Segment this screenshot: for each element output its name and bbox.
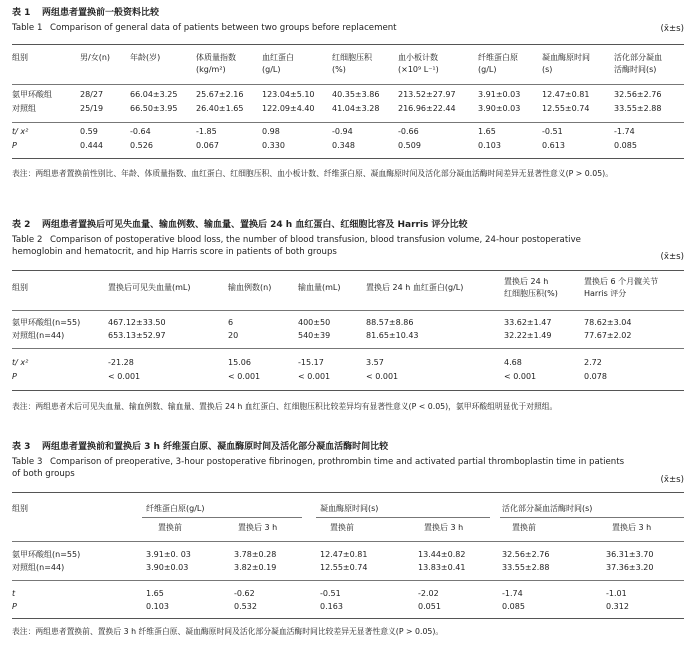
cell: -0.64 xyxy=(130,127,151,136)
cell: 2.72 xyxy=(584,358,602,367)
col-header: 组别 xyxy=(12,504,28,513)
col-header: 男/女(n) xyxy=(80,53,111,62)
cell: 12.55±0.74 xyxy=(542,104,590,113)
cell: 对照组(n=44) xyxy=(12,331,65,340)
group-header: 纤维蛋白原(g/L) xyxy=(146,504,205,513)
stat-row xyxy=(12,141,684,153)
cell: -1.85 xyxy=(196,127,217,136)
stat-notation: (x̄±s) xyxy=(660,24,684,34)
cell: 0.59 xyxy=(80,127,98,136)
col-header: 置换后 24 h 血红蛋白(g/L) xyxy=(366,283,464,292)
cell: 1.65 xyxy=(478,127,496,136)
cell: -0.62 xyxy=(234,589,255,598)
cell: 467.12±33.50 xyxy=(108,318,166,327)
table-row xyxy=(12,550,684,562)
cell: -0.51 xyxy=(542,127,563,136)
col-header: 组别 xyxy=(12,53,28,62)
cell: -0.94 xyxy=(332,127,353,136)
group-underline xyxy=(500,517,684,518)
cell: 3.91±0. 03 xyxy=(146,550,191,559)
stat-notation: (x̄±s) xyxy=(660,252,684,262)
cell: 0.163 xyxy=(320,602,343,611)
cell: 0.312 xyxy=(606,602,629,611)
cell: < 0.001 xyxy=(228,372,261,381)
header-rule xyxy=(12,84,684,85)
stat-notation: (x̄±s) xyxy=(660,475,684,485)
cell: 40.35±3.86 xyxy=(332,90,380,99)
table-row xyxy=(12,90,684,102)
table-row xyxy=(12,563,684,575)
table-2-caption-cn: 表 2 两组患者置换后可见失血量、输血例数、输血量、置换后 24 h 血红蛋白、红细胞比容及 Harris 评分比较 xyxy=(12,220,468,230)
cell: 1.65 xyxy=(146,589,164,598)
cell: 0.526 xyxy=(130,141,153,150)
stat-row xyxy=(12,358,684,370)
cell: t xyxy=(12,589,16,598)
table-3 xyxy=(12,442,684,642)
cell: 213.52±27.97 xyxy=(398,90,456,99)
cell: 33.55±2.88 xyxy=(502,563,550,572)
col-subheader: 置换后 3 h xyxy=(238,523,278,532)
cell: 122.09±4.40 xyxy=(262,104,315,113)
table-note: 表注：两组患者置换前性别比、年龄、体质量指数、血红蛋白、红细胞压积、血小板计数、纤维蛋白原、凝血酶原时间及活化部分凝血活酶时间差异无显著性意义(P > 0.05)。 xyxy=(12,169,614,178)
cell: 氨甲环酸组(n=55) xyxy=(12,318,81,327)
cell: 0.330 xyxy=(262,141,285,150)
col-subheader: 置换前 xyxy=(158,523,182,532)
stat-row xyxy=(12,372,684,384)
col-header: 红细胞压积 (%) xyxy=(332,53,372,74)
col-header: 输血例数(n) xyxy=(228,283,272,292)
cell: 0.051 xyxy=(418,602,441,611)
cell: 36.31±3.70 xyxy=(606,550,654,559)
cell: 32.56±2.76 xyxy=(502,550,550,559)
cell: 0.509 xyxy=(398,141,421,150)
cell: 0.067 xyxy=(196,141,219,150)
cell: -2.02 xyxy=(418,589,439,598)
header-rule xyxy=(12,541,684,542)
col-header: 年龄(岁) xyxy=(130,53,161,62)
cell: 32.56±2.76 xyxy=(614,90,662,99)
cell: 0.348 xyxy=(332,141,355,150)
cell: 12.55±0.74 xyxy=(320,563,368,572)
cell: 25/19 xyxy=(80,104,104,113)
cell: 3.91±0.03 xyxy=(478,90,521,99)
cell: < 0.001 xyxy=(366,372,399,381)
stat-rule xyxy=(12,122,684,123)
cell: -1.74 xyxy=(614,127,635,136)
cell: 216.96±22.44 xyxy=(398,104,456,113)
cell: 78.62±3.04 xyxy=(584,318,632,327)
col-header: 输血量(mL) xyxy=(298,283,341,292)
cell: 400±50 xyxy=(298,318,331,327)
col-subheader: 置换后 3 h xyxy=(424,523,464,532)
cell: < 0.001 xyxy=(504,372,537,381)
cell: < 0.001 xyxy=(298,372,331,381)
col-subheader: 置换后 3 h xyxy=(612,523,652,532)
subheader-row xyxy=(12,523,684,535)
cell: 3.90±0.03 xyxy=(146,563,189,572)
cell: 0.103 xyxy=(478,141,501,150)
cell: 0.085 xyxy=(502,602,525,611)
cell: -1.01 xyxy=(606,589,627,598)
cell: 653.13±52.97 xyxy=(108,331,166,340)
cell: 氨甲环酸组(n=55) xyxy=(12,550,81,559)
col-header: 置换后可见失血量(mL) xyxy=(108,283,191,292)
stat-rule xyxy=(12,580,684,581)
top-rule xyxy=(12,492,684,493)
bottom-rule xyxy=(12,158,684,159)
cell: 3.57 xyxy=(366,358,384,367)
cell: 3.82±0.19 xyxy=(234,563,277,572)
top-rule xyxy=(12,270,684,271)
table-2-caption-en: Table 2 Comparison of postoperative blood loss, the number of blood transfusion, blood transfusion volume, 24-hour postoperative hemoglobin and hematocrit, and hip Harris score in patients of both groups xyxy=(12,235,581,258)
table-2 xyxy=(12,220,684,425)
cell: 77.67±2.02 xyxy=(584,331,632,340)
cell: 12.47±0.81 xyxy=(320,550,368,559)
cell: 66.50±3.95 xyxy=(130,104,178,113)
cell: t/ x² xyxy=(12,358,29,367)
cell: P xyxy=(12,141,17,150)
col-header: 血小板计数 (×10⁹ L⁻¹) xyxy=(398,53,439,74)
stat-row xyxy=(12,127,684,139)
bottom-rule xyxy=(12,618,684,619)
col-header: 血红蛋白 (g/L) xyxy=(262,53,294,74)
col-subheader: 置换前 xyxy=(330,523,354,532)
cell: 32.22±1.49 xyxy=(504,331,552,340)
top-rule xyxy=(12,44,684,45)
cell: 氨甲环酸组 xyxy=(12,90,52,99)
cell: 33.62±1.47 xyxy=(504,318,552,327)
cell: 13.44±0.82 xyxy=(418,550,466,559)
cell: P xyxy=(12,372,17,381)
table-3-caption-cn: 表 3 两组患者置换前和置换后 3 h 纤维蛋白原、凝血酶原时间及活化部分凝血活酶时间比较 xyxy=(12,442,389,452)
table-note: 表注：两组患者术后可见失血量、输血例数、输血量、置换后 24 h 血红蛋白、红细胞压积比较差异均有显著性意义(P < 0.05)，氨甲环酸组明显优于对照组。 xyxy=(12,402,558,411)
cell: 26.40±1.65 xyxy=(196,104,244,113)
cell: 88.57±8.86 xyxy=(366,318,414,327)
cell: < 0.001 xyxy=(108,372,141,381)
cell: 0.98 xyxy=(262,127,280,136)
col-subheader: 置换前 xyxy=(512,523,536,532)
cell: 0.532 xyxy=(234,602,257,611)
cell: 25.67±2.16 xyxy=(196,90,244,99)
group-header-row xyxy=(12,504,684,516)
cell: 对照组(n=44) xyxy=(12,563,65,572)
col-header: 体质量指数 (kg/m²) xyxy=(196,53,236,74)
cell: -0.51 xyxy=(320,589,341,598)
cell: 20 xyxy=(228,331,239,340)
group-underline xyxy=(142,517,302,518)
cell: 15.06 xyxy=(228,358,251,367)
cell: 13.83±0.41 xyxy=(418,563,466,572)
cell: 66.04±3.25 xyxy=(130,90,178,99)
cell: 0.444 xyxy=(80,141,103,150)
group-header: 凝血酶原时间(s) xyxy=(320,504,379,513)
cell: 0.078 xyxy=(584,372,607,381)
table-row xyxy=(12,318,684,330)
cell: 37.36±3.20 xyxy=(606,563,654,572)
cell: 6 xyxy=(228,318,234,327)
cell: 0.613 xyxy=(542,141,565,150)
bottom-rule xyxy=(12,390,684,391)
cell: t/ x² xyxy=(12,127,29,136)
group-underline xyxy=(316,517,490,518)
cell: 540±39 xyxy=(298,331,331,340)
cell: 33.55±2.88 xyxy=(614,104,662,113)
col-header: 置换后 6 个月髋关节 Harris 评分 xyxy=(584,277,659,298)
col-header: 置换后 24 h 红细胞压积(%) xyxy=(504,277,558,298)
table-note: 表注：两组患者置换前、置换后 3 h 纤维蛋白原、凝血酶原时间及活化部分凝血活酶时间比较差异无显著性意义(P > 0.05)。 xyxy=(12,627,444,636)
cell: -0.66 xyxy=(398,127,419,136)
stat-row xyxy=(12,589,684,601)
cell: 123.04±5.10 xyxy=(262,90,315,99)
stat-row xyxy=(12,602,684,614)
cell: 0.103 xyxy=(146,602,169,611)
cell: -21.28 xyxy=(108,358,134,367)
col-header: 凝血酶原时间 (s) xyxy=(542,53,590,74)
table-row xyxy=(12,104,684,116)
header-rule xyxy=(12,310,684,311)
cell: 4.68 xyxy=(504,358,522,367)
cell: 3.78±0.28 xyxy=(234,550,277,559)
header-row xyxy=(12,277,684,308)
header-row xyxy=(12,52,684,78)
cell: -1.74 xyxy=(502,589,523,598)
cell: 28/27 xyxy=(80,90,104,99)
cell: -15.17 xyxy=(298,358,324,367)
table-row xyxy=(12,331,684,343)
group-header: 活化部分凝血活酶时间(s) xyxy=(502,504,593,513)
table-1-caption-en: Table 1 Comparison of general data of patients between two groups before replacement xyxy=(12,23,397,33)
table-3-caption-en: Table 3 Comparison of preoperative, 3-hour postoperative fibrinogen, prothrombin time and activated partial thromboplastin time in patients of both groups xyxy=(12,457,625,480)
col-header: 组别 xyxy=(12,283,28,292)
cell: 41.04±3.28 xyxy=(332,104,380,113)
cell: P xyxy=(12,602,17,611)
cell: 3.90±0.03 xyxy=(478,104,521,113)
col-header: 活化部分凝血 活酶时间(s) xyxy=(614,53,662,74)
cell: 对照组 xyxy=(12,104,36,113)
col-header: 纤维蛋白原 (g/L) xyxy=(478,53,518,74)
cell: 81.65±10.43 xyxy=(366,331,419,340)
stat-rule xyxy=(12,348,684,349)
cell: 12.47±0.81 xyxy=(542,90,590,99)
table-1 xyxy=(12,8,684,208)
table-1-caption-cn: 表 1 两组患者置换前一般资料比较 xyxy=(12,8,160,18)
cell: 0.085 xyxy=(614,141,637,150)
